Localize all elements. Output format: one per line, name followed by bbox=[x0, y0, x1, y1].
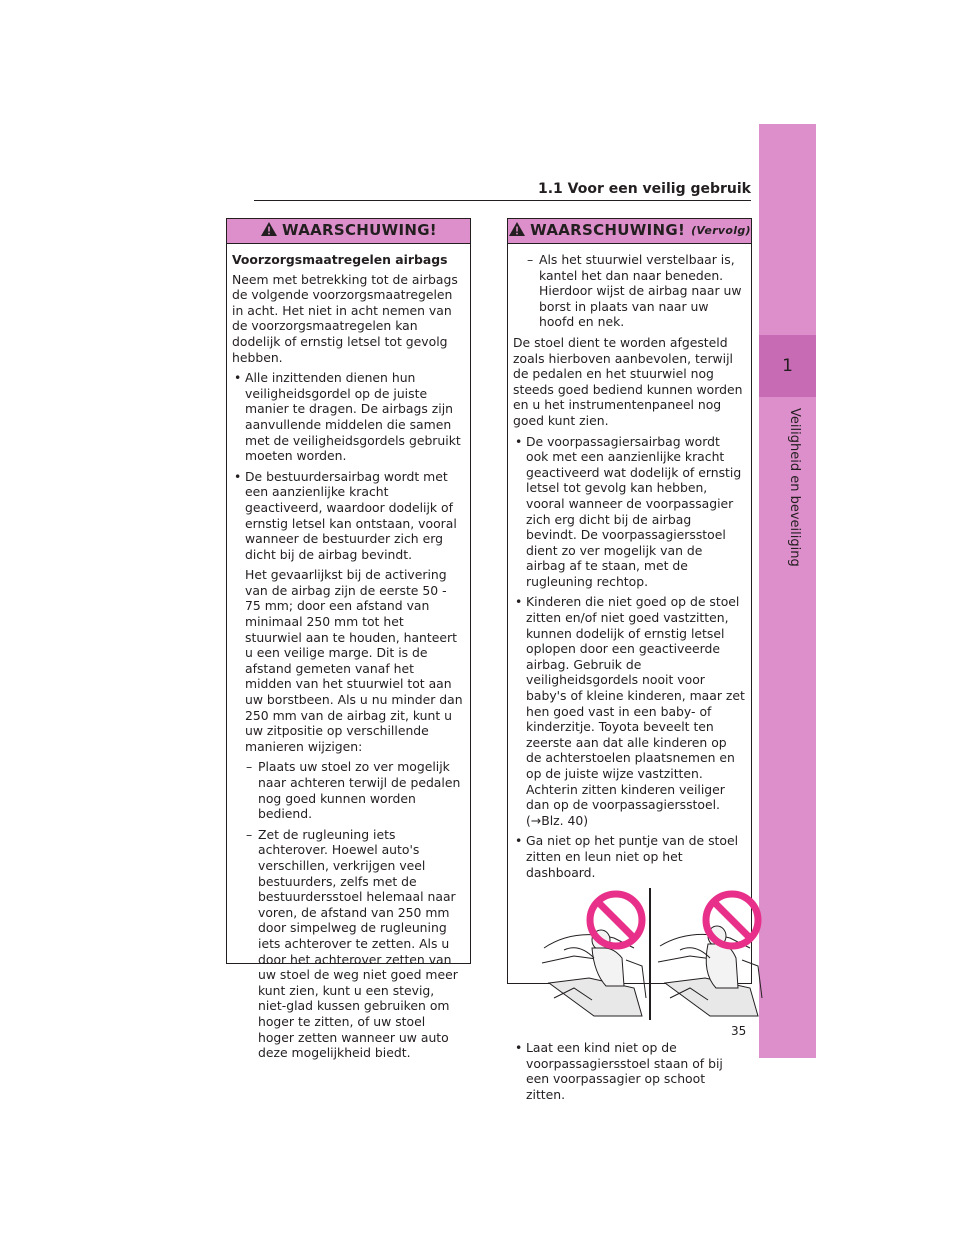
list-item: • Alle inzittenden dienen hun veiligheidsgordel op de juiste manier te dragen. De airbags zijn aanvullende middelen die samen met de veiligheidsgordels gebruikt moeten worden. bbox=[232, 370, 464, 464]
subheading: Voorzorgsmaatregelen airbags bbox=[232, 252, 448, 267]
intro-text: Neem met betrekking tot de airbags de volgende voorzorgsmaatregelen in acht. Het niet in acht nemen van de voorzorgsmaatregelen kan dodelijk of ernstig letsel tot gevolg hebben. bbox=[232, 271, 458, 365]
warning-triangle-icon bbox=[260, 221, 278, 241]
list-item: • Kinderen die niet goed op de stoel zitten en/of niet goed vastzitten, kunnen dodelijk of ernstig letsel oplopen door een geactiveerde airbag. Gebruik de veiligheidsgordels nooit voor baby's of kleine kinderen, maar zet hen goed vast in een baby- of kinderzitje. Toyota beveelt ten zeerste aan dat alle kinderen op de achterstoelen plaatsnemen en op de juiste wijze vastzitten. Achterin zitten kinderen veiliger dan op de voorpassagiersstoel. (→Blz. 40) bbox=[513, 594, 745, 828]
warning-title-text: WAARSCHUWING! bbox=[282, 221, 437, 240]
chapter-side-tab bbox=[759, 124, 816, 1058]
chapter-number: 1 bbox=[759, 335, 816, 397]
warning-title bbox=[227, 219, 470, 244]
warning-title-text: WAARSCHUWING! bbox=[530, 221, 686, 240]
dash-item: – Als het stuurwiel verstelbaar is, kantel het dan naar beneden. Hierdoor wijst de airbag naar uw borst in plaats van naar uw hoofd en nek. bbox=[513, 252, 745, 330]
chapter-label: Veiligheid en beveiliging bbox=[787, 408, 802, 567]
warning-title bbox=[508, 219, 751, 244]
dash-item: – Zet de rugleuning iets achterover. Hoewel auto's verschillen, verkrijgen veel bestuurders, zelfs met de bestuurdersstoel helemaal naar voren, de afstand van 250 mm door simpelweg de rugleuning iets achterover te zetten. Als u door het achterover zetten van uw stoel de weg niet goed meer kunt zien, kunt u een stevig, niet-glad kussen gebruiken om hoger te zitten, of uw stoel hoger zetten wanneer uw auto deze mogelijkheid biedt. bbox=[232, 827, 464, 1061]
prohibited-posture-illustration bbox=[534, 888, 766, 1020]
list-item: • Ga niet op het puntje van de stoel zitten en leun niet op het dashboard. bbox=[513, 833, 745, 880]
page-number: 35 bbox=[731, 1024, 747, 1038]
paragraph: De stoel dient te worden afgesteld zoals hierboven aanbevolen, terwijl de pedalen en het stuurwiel nog steeds goed bediend kunnen worden en u het instrumentenpaneel nog goed kunt zien. bbox=[513, 334, 743, 428]
continued-label: (Vervolg) bbox=[691, 224, 751, 238]
paragraph: Het gevaarlijkst bij de activering van de airbag zijn de eerste 50 - 75 mm; door een afstand van minimaal 250 mm tot het stuurwiel aan te houden, hanteert u een veilige marge. Dit is de afstand gemeten vanaf het midden van het stuurwiel tot aan uw borstbeen. Als u nu minder dan 250 mm van de airbag zit, kunt u uw zitpositie op verschillende manieren wijzigen: bbox=[245, 567, 463, 754]
list-item: • Laat een kind niet op de voorpassagiersstoel staan of bij een voorpassagier op schoot zitten. bbox=[513, 1040, 745, 1102]
list-item: • De voorpassagiersairbag wordt ook met een aanzienlijke kracht geactiveerd wat dodelijk of ernstig letsel tot gevolg kan hebben, vooral wanneer de voorpassagier zich erg dicht bij de airbag bevindt. De voorpassagiersstoel dient zo ver mogelijk van de airbag af te staan, met de rugleuning rechtop. bbox=[513, 434, 745, 590]
warning-triangle-icon bbox=[508, 221, 526, 241]
prohibition-icon bbox=[706, 894, 758, 946]
warning-box-left bbox=[226, 218, 471, 1061]
prohibition-icon bbox=[590, 894, 642, 946]
header-rule bbox=[254, 200, 751, 201]
section-header: 1.1 Voor een veilig gebruik bbox=[537, 181, 751, 197]
list-item: • De bestuurdersairbag wordt met een aanzienlijke kracht geactiveerd, waardoor dodelijk of ernstig letsel kan ontstaan, vooral wanneer de bestuurder zich erg dicht bij de airbag bevindt. bbox=[232, 469, 464, 563]
dash-item: – Plaats uw stoel zo ver mogelijk naar achteren terwijl de pedalen nog goed kunnen worden bediend. bbox=[232, 759, 464, 821]
